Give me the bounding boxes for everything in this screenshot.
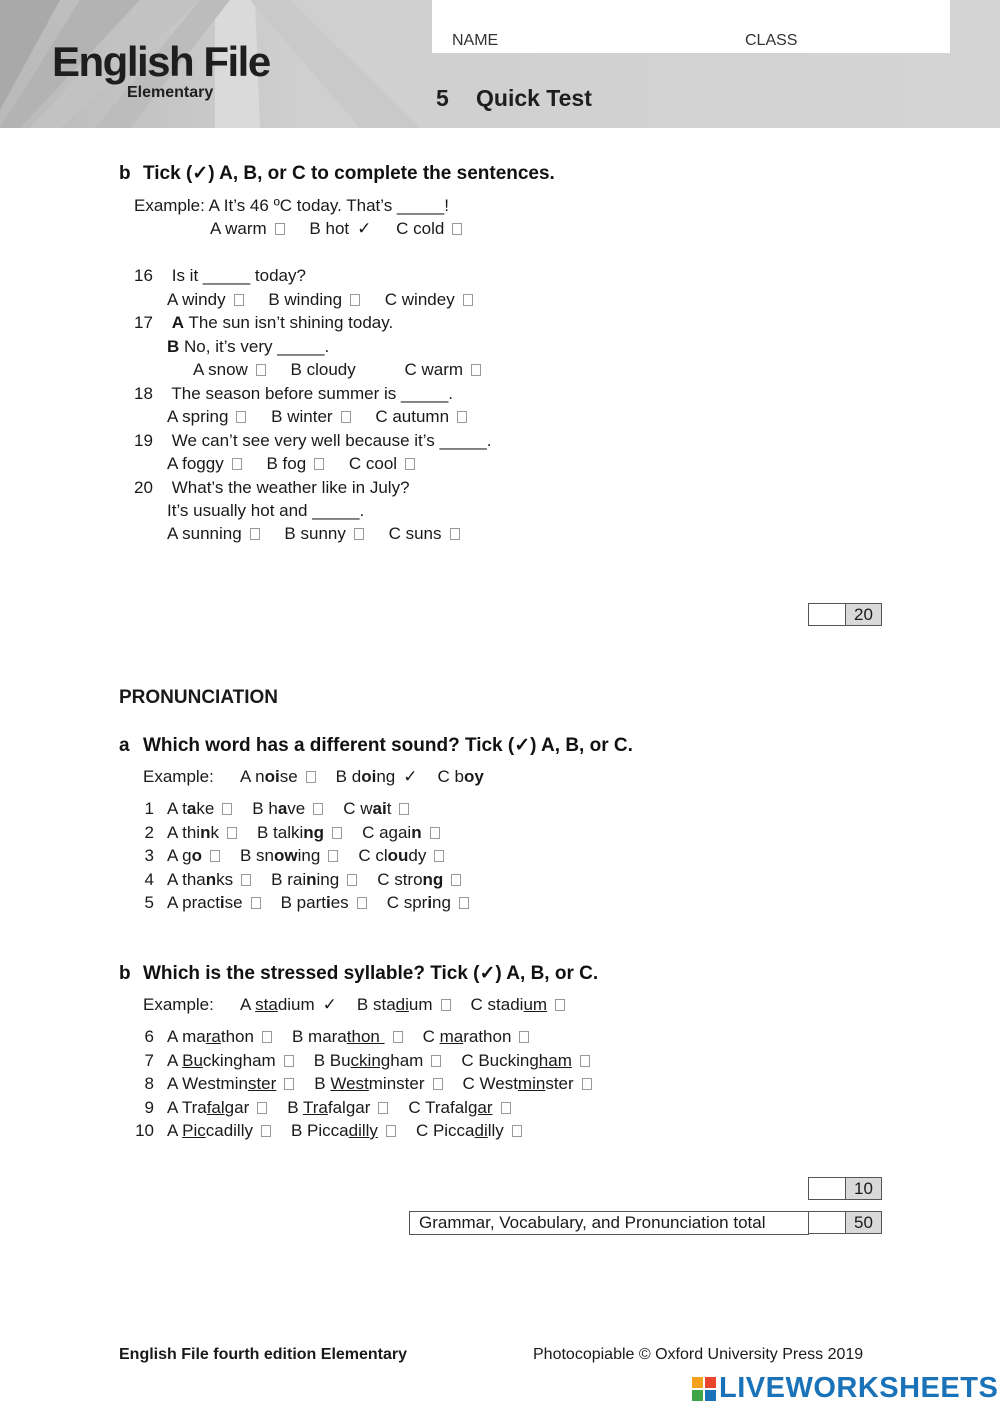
logo-title: English File: [52, 38, 270, 85]
item-number: 9: [144, 1097, 154, 1117]
option: C Piccadilly: [416, 1121, 522, 1141]
tick-box[interactable]: [354, 528, 364, 540]
option-label: B winter: [271, 407, 333, 426]
option-label: B sunny: [284, 524, 346, 543]
footer-copyright: Photocopiable © Oxford University Press 2019: [533, 1346, 864, 1363]
vocab-example: [134, 196, 449, 216]
example-label: Example:: [143, 995, 214, 1014]
tick-box[interactable]: [227, 827, 237, 839]
score-box-pronunciation: [808, 1177, 882, 1200]
option: B Westminster: [314, 1074, 442, 1094]
tick-box[interactable]: [236, 411, 246, 423]
question-number: 16: [134, 266, 153, 285]
tick-box[interactable]: [332, 827, 342, 839]
pron-item-row: [134, 893, 489, 913]
item-number: 2: [144, 822, 154, 842]
tick-box[interactable]: [341, 411, 351, 423]
item-number: 5: [144, 893, 154, 912]
tick-box[interactable]: [262, 1031, 272, 1043]
question-18-options: [167, 407, 487, 427]
option: B Piccadilly: [291, 1121, 396, 1141]
option: C Buckingham: [461, 1051, 590, 1071]
question-17-line-b: [167, 337, 329, 357]
score-box-total: [808, 1211, 882, 1234]
question-number: 17: [134, 313, 153, 332]
tick-box[interactable]: [347, 874, 357, 886]
option: B talking: [257, 823, 342, 843]
item-number: 10: [135, 1121, 154, 1140]
question-20-options: [167, 524, 480, 544]
tick-box[interactable]: [471, 364, 481, 376]
option: C wait: [343, 799, 409, 819]
tick-box[interactable]: [314, 458, 324, 470]
question-16-options: [167, 290, 493, 310]
option: A take: [167, 799, 232, 819]
option: C spring: [387, 893, 469, 913]
tick-box[interactable]: [459, 897, 469, 909]
option: A go: [167, 846, 220, 866]
page-title: [436, 85, 592, 112]
pronunciation-title: PRONUNCIATION: [119, 687, 279, 708]
tick-box[interactable]: [256, 364, 266, 376]
option-label: B fog: [266, 454, 307, 473]
tick-box[interactable]: [275, 223, 285, 235]
option: A think: [167, 823, 237, 843]
tick-box[interactable]: [431, 1055, 441, 1067]
option-label: C cool: [348, 454, 398, 473]
liveworksheets-icon: [692, 1377, 716, 1401]
tick-box[interactable]: [399, 803, 409, 815]
option-label: C suns: [388, 524, 442, 543]
option: B have: [252, 799, 323, 819]
question-number: 19: [134, 431, 153, 450]
option: B parties: [281, 893, 367, 913]
option: B Trafalgar: [287, 1098, 388, 1118]
tick-box[interactable]: [251, 897, 261, 909]
option: C again: [362, 823, 440, 843]
option-label: A foggy: [167, 454, 224, 473]
section-letter: a: [119, 735, 130, 756]
liveworksheets-text: LIVEWORKSHEETS: [719, 1372, 999, 1404]
option: C marathon: [423, 1027, 530, 1047]
question-text: We can’t see very well because it’s _____.: [171, 431, 492, 450]
item-number: 7: [144, 1050, 154, 1070]
tick-box[interactable]: [463, 294, 473, 306]
score-input[interactable]: [809, 604, 846, 625]
speaker-b: B: [167, 337, 180, 356]
tick-box[interactable]: [328, 850, 338, 862]
question-19: [134, 431, 491, 451]
question-number: 20: [134, 478, 153, 497]
option-label: B cloudy: [290, 360, 356, 379]
vocab-example-options: [210, 219, 482, 239]
pron-item-row: [134, 823, 460, 843]
option-label: C windey: [384, 290, 455, 309]
option: B marathon: [292, 1027, 403, 1047]
tick-box[interactable]: [434, 850, 444, 862]
option: B Buckingham: [314, 1051, 442, 1071]
tick-box[interactable]: [450, 528, 460, 540]
section-title: Which word has a different sound? Tick (✓) A, B, or C.: [143, 735, 633, 756]
tick-box[interactable]: [501, 1102, 511, 1114]
liveworksheets-logo: [692, 1372, 998, 1405]
option: A Buckingham: [167, 1051, 294, 1071]
option-label: C autumn: [375, 407, 450, 426]
speaker-a: A: [171, 313, 185, 332]
question-17: [134, 313, 393, 333]
tick-box[interactable]: [284, 1055, 294, 1067]
question-text: What’s the weather like in July?: [171, 478, 410, 497]
item-number: 3: [144, 846, 154, 865]
question-19-options: [167, 454, 435, 474]
tick-icon: ✓: [403, 767, 418, 786]
option: A Westminster: [167, 1074, 294, 1094]
tick-box[interactable]: [234, 294, 244, 306]
tick-box[interactable]: [451, 874, 461, 886]
question-text: Is it _____ today?: [171, 266, 306, 285]
tick-box[interactable]: [241, 874, 251, 886]
section-letter: b: [119, 963, 131, 984]
tick-box[interactable]: [582, 1078, 592, 1090]
tick-box[interactable]: [555, 999, 565, 1011]
tick-box[interactable]: [222, 803, 232, 815]
question-20: [134, 478, 410, 498]
option-label: A sunning: [167, 524, 242, 543]
score-max: 10: [846, 1178, 881, 1199]
option-label: A windy: [167, 290, 226, 309]
option: C cloudy: [358, 846, 444, 866]
score-max: 50: [846, 1212, 881, 1233]
example-label: Example:: [143, 767, 214, 786]
tick-box[interactable]: [261, 1125, 271, 1137]
option: A warm: [210, 219, 285, 239]
vocab-b-heading: [119, 162, 555, 185]
example-text: A It’s 46 ºC today. That’s _____!: [208, 196, 449, 215]
option: B raining: [271, 870, 357, 890]
pron-item-row: [134, 799, 429, 819]
option: A practise: [167, 893, 261, 913]
option: C Westminster: [463, 1074, 592, 1094]
test-number: 5: [436, 85, 449, 111]
option: A thanks: [167, 870, 251, 890]
question-20-line-2: [167, 501, 364, 521]
item-number: 8: [144, 1074, 154, 1093]
option-label: A spring: [167, 407, 229, 426]
question-17-options: [193, 360, 501, 380]
tick-box[interactable]: [313, 803, 323, 815]
tick-box[interactable]: [350, 294, 360, 306]
total-label: Grammar, Vocabulary, and Pronunciation total: [409, 1211, 809, 1235]
option: A marathon: [167, 1027, 272, 1047]
test-title: Quick Test: [476, 85, 592, 111]
score-max: 20: [846, 604, 881, 625]
option-label: A snow: [193, 360, 248, 379]
pron-item-row: [134, 870, 481, 890]
option: C Trafalgar: [408, 1098, 510, 1118]
item-number: 6: [144, 1027, 154, 1046]
question-text: It’s usually hot and _____.: [167, 501, 365, 520]
name-class-box: [432, 0, 950, 53]
tick-box[interactable]: [306, 771, 316, 783]
tick-box[interactable]: [580, 1055, 590, 1067]
tick-box[interactable]: [452, 223, 462, 235]
question-text: No, it’s very _____.: [184, 337, 330, 356]
question-text: The season before summer is _____.: [171, 384, 454, 403]
name-label: NAME: [452, 32, 499, 49]
pron-item-row: [134, 1121, 542, 1141]
pron-a-heading: [119, 734, 633, 757]
page-header: [0, 0, 1000, 128]
pron-item-row: [134, 846, 464, 866]
section-title: Which is the stressed syllable? Tick (✓) A, B, or C.: [143, 963, 599, 984]
tick-box[interactable]: [250, 528, 260, 540]
pron-b-heading: [119, 962, 598, 985]
tick-box[interactable]: [210, 850, 220, 862]
option-label: C warm: [404, 360, 464, 379]
tick-box[interactable]: [519, 1031, 529, 1043]
pron-item-row: [134, 1074, 612, 1094]
score-box-vocab: [808, 603, 882, 626]
tick-box[interactable]: [257, 1102, 267, 1114]
pron-item-row: [134, 1027, 549, 1047]
option-label: B winding: [268, 290, 343, 309]
tick-box[interactable]: [386, 1125, 396, 1137]
tick-box[interactable]: [457, 411, 467, 423]
section-letter: b: [119, 163, 131, 184]
tick-icon: ✓: [322, 995, 337, 1014]
option: A Trafalgar: [167, 1098, 267, 1118]
logo-subtitle: Elementary: [127, 84, 214, 101]
item-number: 4: [144, 869, 154, 889]
pron-a-example: Example: A noise B doing ✓ C boy: [143, 767, 484, 786]
tick-box[interactable]: [284, 1078, 294, 1090]
option: B hot ✓: [309, 219, 372, 238]
tick-box[interactable]: [512, 1125, 522, 1137]
tick-box[interactable]: [232, 458, 242, 470]
question-16: [134, 266, 306, 286]
class-label: CLASS: [745, 32, 798, 49]
example-label: Example:: [134, 196, 205, 215]
pron-item-row: [134, 1098, 531, 1118]
tick-box[interactable]: [405, 458, 415, 470]
pron-b-example: Example: A stadium ✓ B stadium C stadium: [143, 995, 585, 1015]
option: B snowing: [240, 846, 338, 866]
tick-box[interactable]: [441, 999, 451, 1011]
question-number: 18: [134, 384, 153, 403]
tick-box[interactable]: [357, 897, 367, 909]
option: A Piccadilly: [167, 1121, 271, 1141]
tick-box[interactable]: [393, 1031, 403, 1043]
tick-icon: ✓: [357, 219, 372, 238]
score-input[interactable]: [809, 1212, 846, 1233]
pron-item-row: [134, 1051, 610, 1071]
tick-box[interactable]: [433, 1078, 443, 1090]
question-text: The sun isn’t shining today.: [188, 313, 394, 332]
section-title: Tick (✓) A, B, or C to complete the sentences.: [143, 163, 555, 184]
option: C cold: [396, 219, 462, 239]
score-input[interactable]: [809, 1178, 846, 1199]
footer-edition: English File fourth edition Elementary: [119, 1346, 408, 1363]
tick-box[interactable]: [430, 827, 440, 839]
item-number: 1: [144, 799, 154, 818]
question-18: [134, 384, 453, 404]
option: C strong: [377, 870, 461, 890]
tick-box[interactable]: [378, 1102, 388, 1114]
